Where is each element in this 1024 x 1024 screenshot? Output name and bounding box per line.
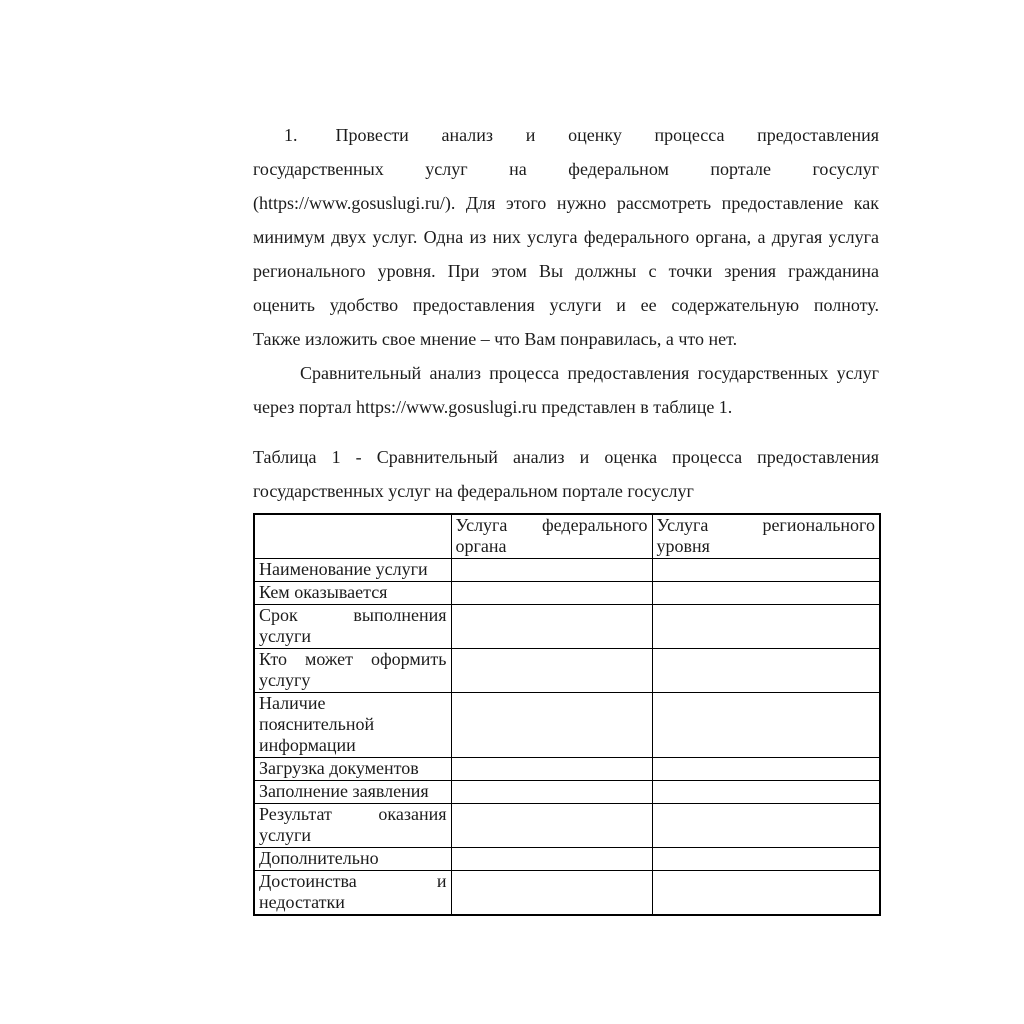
paragraph-2 (253, 356, 879, 424)
federal-cell (451, 649, 652, 693)
regional-cell (652, 781, 880, 804)
regional-cell (652, 649, 880, 693)
table-row (254, 848, 880, 871)
table-row (254, 758, 880, 781)
table-row (254, 693, 880, 758)
paragraph-1-first-line-text: Провести анализ и оценку процесса предоставления (335, 125, 879, 145)
regional-cell (652, 804, 880, 848)
table-row (254, 781, 880, 804)
table-row (254, 871, 880, 916)
row-label: Достоинства и недостатки (254, 871, 451, 916)
paragraph-1-first-line (253, 118, 879, 152)
federal-cell (451, 582, 652, 605)
row-label: Заполнение заявления (254, 781, 451, 804)
federal-cell (451, 693, 652, 758)
row-label: Кто может оформить услугу (254, 649, 451, 693)
federal-cell (451, 804, 652, 848)
table-row (254, 605, 880, 649)
list-number: 1. (284, 125, 298, 145)
federal-cell (451, 781, 652, 804)
row-label: Срок выполнения услуги (254, 605, 451, 649)
table-row (254, 559, 880, 582)
table-caption-text: Таблица 1 - Сравнительный анализ и оценка процесса предоставления государственных услуг на федеральном портале госуслуг (253, 447, 879, 501)
regional-cell (652, 848, 880, 871)
federal-cell (451, 559, 652, 582)
row-label: Кем оказывается (254, 582, 451, 605)
regional-cell (652, 693, 880, 758)
table-row (254, 649, 880, 693)
row-label: Результат оказания услуги (254, 804, 451, 848)
federal-cell (451, 758, 652, 781)
paragraph-1-body: государственных услуг на федеральном портале госуслуг (https://www.gosuslugi.ru/). Для этого нужно рассмотреть предоставление как минимум двух услуг. Одна из них услуга федерального органа, а другая услуга регионального уровня. При этом Вы должны с точки зрения гражданина оценить удобство предоставления услуги и ее содержательную полноту. Также изложить свое мнение – что Вам понравилась, а что нет. (253, 159, 879, 349)
table-row (254, 582, 880, 605)
table-caption (253, 440, 879, 508)
federal-cell (451, 605, 652, 649)
regional-cell (652, 605, 880, 649)
federal-cell (451, 848, 652, 871)
table-row (254, 804, 880, 848)
header-empty-cell (254, 514, 451, 559)
header-regional-service: Услуга регионального уровня (652, 514, 880, 559)
regional-cell (652, 582, 880, 605)
comparison-table (253, 513, 881, 916)
document-content (253, 118, 879, 916)
row-label: Загрузка документов (254, 758, 451, 781)
federal-cell (451, 871, 652, 916)
row-label: Наличие пояснительной информации (254, 693, 451, 758)
paragraph-1 (253, 118, 879, 356)
header-federal-service: Услуга федерального органа (451, 514, 652, 559)
regional-cell (652, 559, 880, 582)
paragraph-2-body: Сравнительный анализ процесса предоставления государственных услуг через портал https://www.gosuslugi.ru представлен в таблице 1. (253, 363, 879, 417)
row-label: Дополнительно (254, 848, 451, 871)
table-header-row (254, 514, 880, 559)
regional-cell (652, 758, 880, 781)
regional-cell (652, 871, 880, 916)
row-label: Наименование услуги (254, 559, 451, 582)
